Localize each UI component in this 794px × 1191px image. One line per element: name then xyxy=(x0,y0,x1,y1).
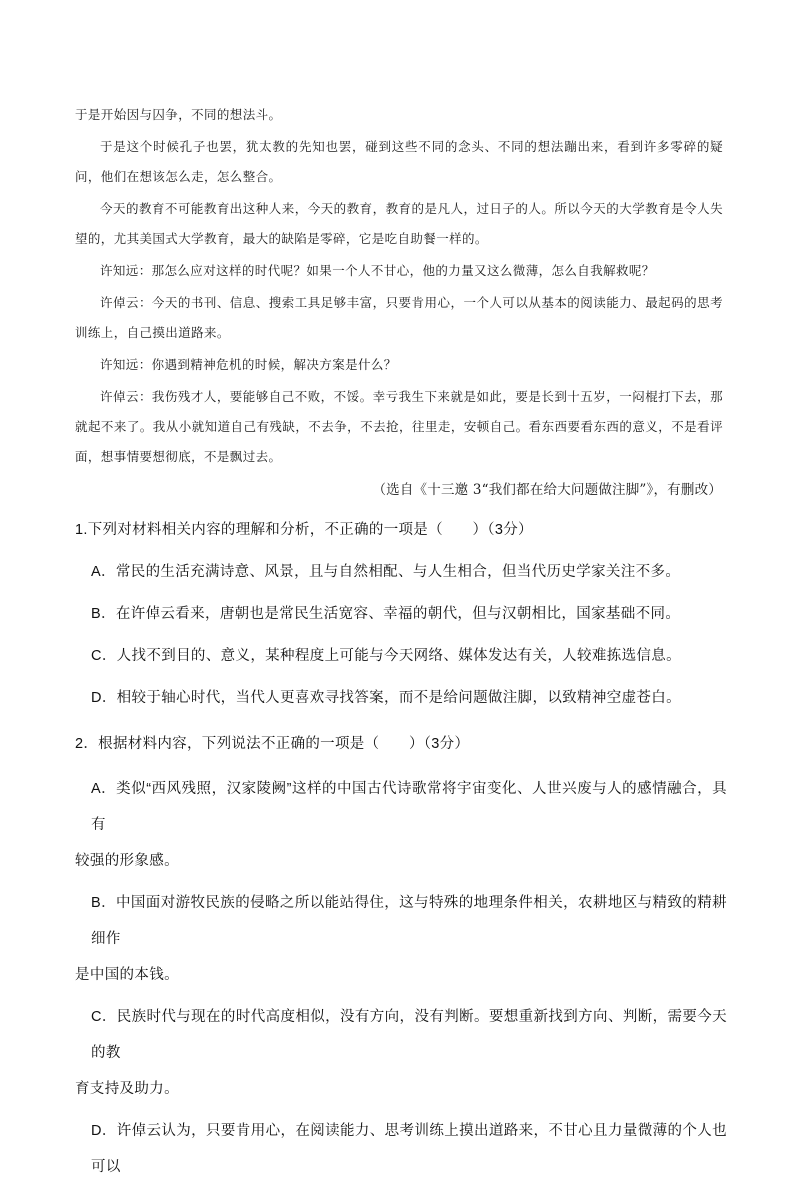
passage-paragraph-3: 今天的教育不可能教育出这种人来，今天的教育，教育的是凡人，过日子的人。所以今天的大学教育是令人失望的，尤其美国式大学教育，最大的缺陷是零碎，它是吃自助餐一样的。 xyxy=(75,201,723,246)
question-1-stem: 1.下列对材料相关内容的理解和分析，不正确的一项是（ ）（3分） xyxy=(75,522,533,538)
question-2-option-c-line-1: C．民族时代与现在的时代高度相似，没有方向，没有判断。要想重新找到方向、判断，需要今天的教 xyxy=(91,1009,727,1061)
question-2-option-a xyxy=(75,771,727,879)
question-1-option-a: A．常民的生活充满诗意、风景，且与自然相配、与人生相合，但当代历史学家关注不多。 xyxy=(91,564,681,580)
question-2-option-a-line-1: A．类似“西风残照，汉家陵阙”这样的中国古代诗歌常将宇宙变化、人世兴废与人的感情融合，具有 xyxy=(91,781,727,833)
passage-paragraph-5: 许倬云：今天的书刊、信息、搜索工具足够丰富，只要肯用心，一个人可以从基本的阅读能力、最起码的思考训练上，自己摸出道路来。 xyxy=(75,295,723,340)
question-2-option-d xyxy=(75,1113,727,1185)
question-2-option-a-line-2: 较强的形象感。 xyxy=(75,853,179,869)
question-2-stem: 2．根据材料内容，下列说法不正确的一项是（ ）（3分） xyxy=(75,736,470,752)
question-section xyxy=(75,517,727,1191)
question-2-option-d-line-1: D．许倬云认为，只要肯用心，在阅读能力、思考训练上摸出道路来，不甘心且力量微薄的个人也可以 xyxy=(91,1123,727,1175)
passage-paragraph-7: 许倬云：我伤残才人，要能够自己不败，不馁。幸亏我生下来就是如此，要是长到十五岁，一闷棍打下去，那就起不来了。我从小就知道自己有残缺，不去争，不去抢，往里走，安顿自己。看东西要看东西的意义，不是看评面，想事情要想彻底，不是飘过去。 xyxy=(75,389,723,464)
question-2-option-b-line-1: B．中国面对游牧民族的侵略之所以能站得住，这与特殊的地理条件相关，农耕地区与精致的精耕细作 xyxy=(91,895,727,947)
question-2-option-c xyxy=(75,999,727,1107)
reading-passage xyxy=(75,100,723,474)
question-1-option-d: D．相较于轴心时代，当代人更喜欢寻找答案，而不是给问题做注脚，以致精神空虚苍白。 xyxy=(91,690,681,706)
passage-paragraph-2: 于是这个时候孔子也罢，犹太教的先知也罢，碰到这些不同的念头、不同的想法蹦出来，看到许多零碎的疑问，他们在想该怎么走，怎么整合。 xyxy=(75,139,723,184)
question-2-option-c-line-2: 育支持及助力。 xyxy=(75,1081,179,1097)
question-2-option-b-line-2: 是中国的本钱。 xyxy=(75,967,179,983)
question-1-option-b: B．在许倬云看来，唐朝也是常民生活宽容、幸福的朝代，但与汉朝相比，国家基础不同。 xyxy=(91,606,681,622)
question-1-option-c: C．人找不到目的、意义，某种程度上可能与今天网络、媒体发达有关，人较难拣选信息。 xyxy=(91,648,681,664)
passage-paragraph-4: 许知远：那怎么应对这样的时代呢？如果一个人不甘心，他的力量又这么微薄，怎么自我解救呢？ xyxy=(100,263,655,278)
question-2-option-b xyxy=(75,885,727,993)
passage-paragraph-6: 许知远：你遇到精神危机的时候，解决方案是什么？ xyxy=(100,357,397,372)
passage-paragraph-1: 于是开始因与囚争，不同的想法斗。 xyxy=(75,107,282,122)
passage-source-citation: （选自《十三邀 3“我们都在给大问题做注脚”》，有删改） xyxy=(372,482,722,498)
